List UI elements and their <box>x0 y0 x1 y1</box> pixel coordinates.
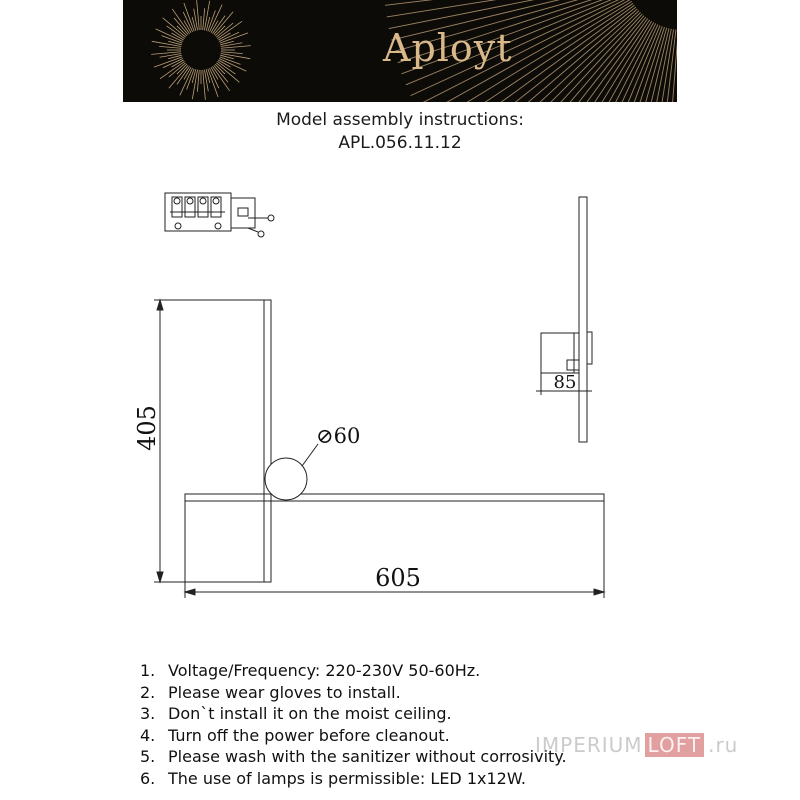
list-item: 2. Please wear gloves to install. <box>140 682 401 702</box>
width-dimension-label: 605 <box>375 564 421 592</box>
brand-logo-text: Aployt <box>383 26 513 70</box>
instructions-list <box>140 660 567 789</box>
diameter-label: ⊘60 <box>316 424 361 448</box>
height-dimension-label: 405 <box>133 405 161 451</box>
list-item: 1. Voltage/Frequency: 220-230V 50-60Hz. <box>140 661 481 680</box>
list-item: 5. Please wash with the sanitizer without corrosivity. <box>140 747 567 766</box>
instructions-title: Model assembly instructions: <box>276 110 524 130</box>
depth-label: 85 <box>553 372 577 393</box>
list-item: 3. Don`t install it on the moist ceiling. <box>140 704 452 723</box>
height-dimension <box>154 300 264 582</box>
list-item: 4. Turn off the power before cleanout. <box>140 725 450 745</box>
list-item: 6. The use of lamps is permissible: LED 1x12W. <box>140 768 526 788</box>
watermark: IMPERIUM LOFT .ru <box>535 733 739 757</box>
terminal-block-diagram <box>165 193 274 237</box>
model-number: APL.056.11.12 <box>338 133 462 153</box>
side-view <box>536 197 592 442</box>
